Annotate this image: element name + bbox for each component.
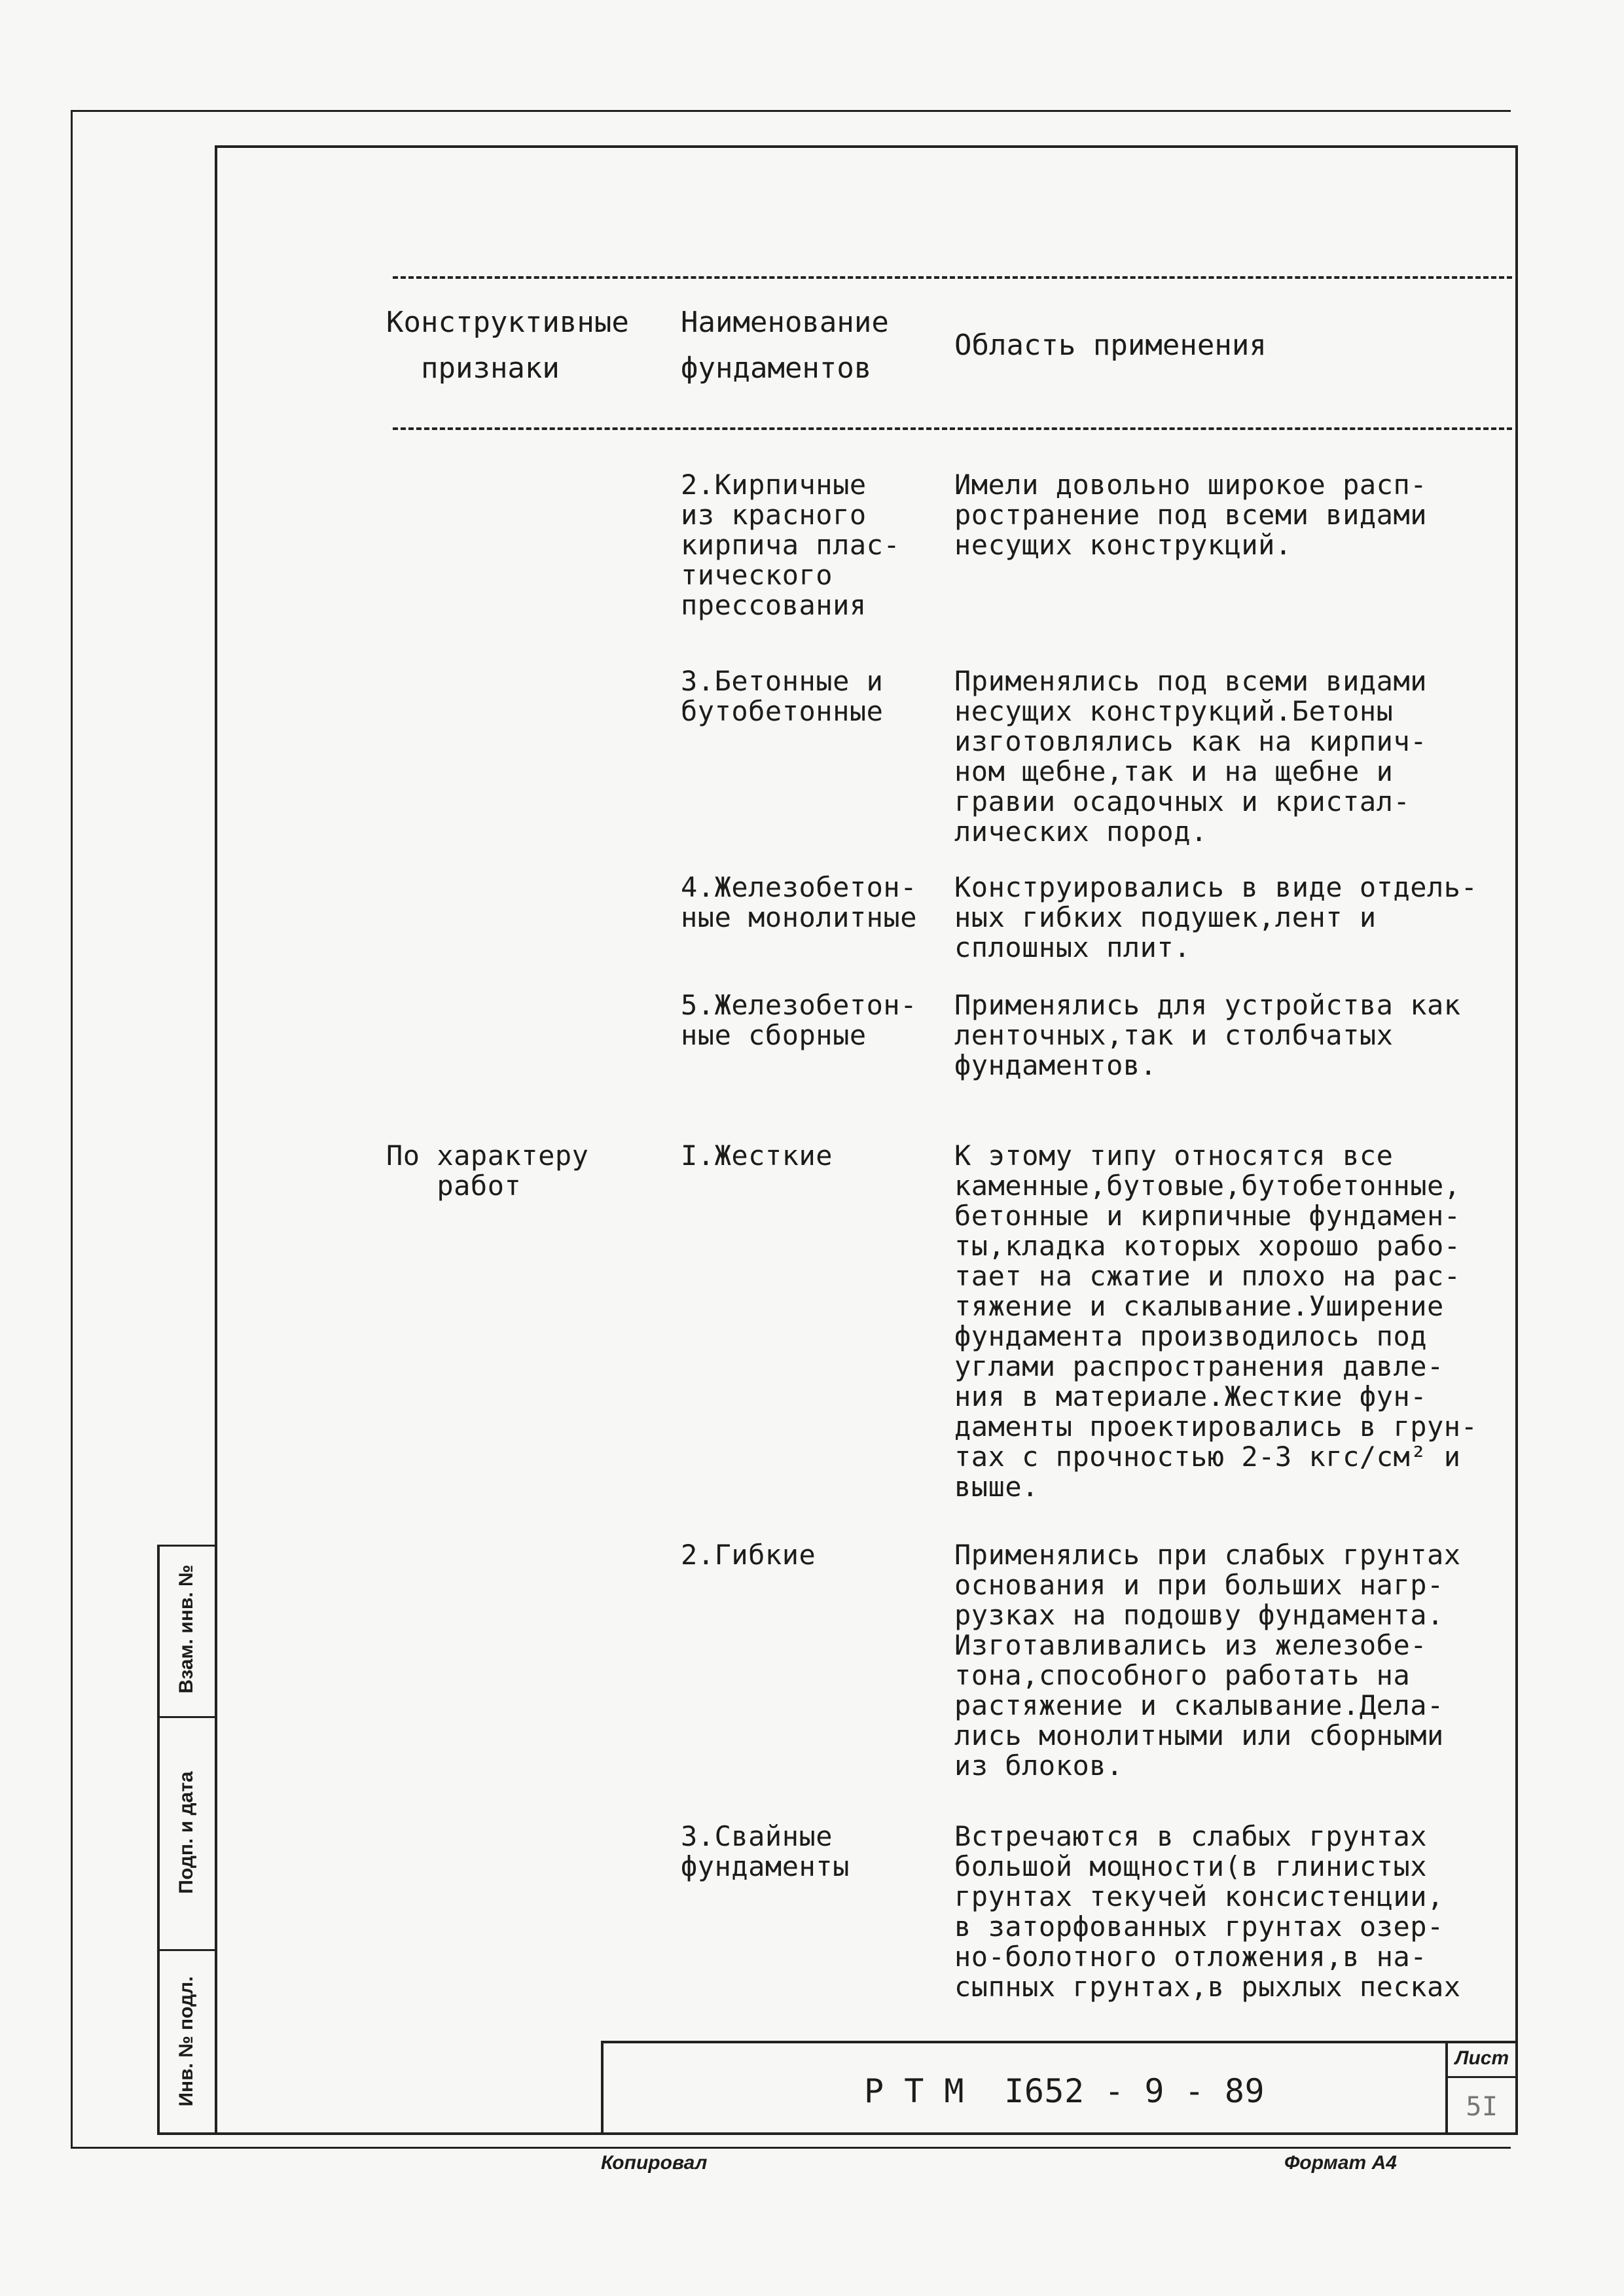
row-flexible-name: 2.Гибкие (681, 1539, 816, 1571)
row-brick-name: 2.Кирпичные из красного кирпича плас- тического прессования (681, 469, 901, 621)
side-stamp-vzam-inv: Взам. инв. № (175, 1564, 197, 1694)
frame-top (215, 145, 1517, 148)
row-rigid-name: I.Жесткие (681, 1139, 833, 1172)
stamp-sheet-number: 5I (1466, 2092, 1498, 2122)
side-stamp-top (157, 1545, 216, 1547)
row-rc-monolithic-name: 4.Железобетон- ные монолитные (681, 871, 918, 933)
stamp-sheet-hline (1445, 2076, 1517, 2078)
row-rc-precast-area: Применялись для устройства как ленточных,так и столбчатых фундаментов. (954, 989, 1461, 1081)
footer-format: Формат А4 (1284, 2152, 1397, 2174)
outer-border-left (71, 110, 73, 2147)
stamp-left (601, 2041, 604, 2134)
frame-bottom (157, 2132, 1518, 2135)
row-by-nature-sign: По характеру работ (386, 1139, 589, 1202)
row-flexible-area: Применялись при слабых грунтах основания и при больших нагр- рузках на подошву фундамента. Изготавливались из железобе- тона,способного работать на растяжение и скалывание.Дела- лись монолитными или сборными из блоков. (954, 1539, 1461, 1782)
outer-border-bottom (71, 2147, 1511, 2149)
row-rc-monolithic-area: Конструировались в виде отдель- ных гибких подушек,лент и сплошных плит. (954, 871, 1478, 963)
header-application-area: Область применения (954, 329, 1267, 362)
row-pile-area: Встречаются в слабых грунтах большой мощности(в глинистых грунтах текучей консистенции, в заторфованных грунтах озер- но-болотного отложения,в на- сыпных грунтах,в рыхлых песках (954, 1820, 1461, 2003)
side-stamp-div1 (157, 1716, 216, 1718)
row-brick-area: Имели довольно широкое расп- ространение под всеми видами несущих конструкций. (954, 469, 1428, 561)
row-concrete-name: 3.Бетонные и бутобетонные (681, 665, 884, 727)
row-concrete-area: Применялись под всеми видами несущих конструкций.Бетоны изготовлялись как на кирпич- ном щебне,так и на щебне и гравии осадочных и кристал- лических пород. (954, 665, 1428, 848)
row-rc-precast-name: 5.Железобетон- ные сборные (681, 989, 918, 1051)
side-stamp-inv-podl: Инв. № подл. (175, 1976, 197, 2107)
stamp-document-code: Р Т М I652 - 9 - 89 (864, 2072, 1265, 2110)
header-foundation-name: Наименование фундаментов (681, 306, 889, 385)
row-pile-name: 3.Свайные фундаменты (681, 1820, 850, 1882)
frame-right (1515, 145, 1518, 2135)
footer-copied: Копировал (601, 2152, 708, 2174)
frame-left (215, 145, 217, 2135)
outer-border-top (71, 110, 1511, 112)
side-stamp-div2 (157, 1949, 216, 1951)
side-stamp-podp-data: Подп. и дата (175, 1771, 197, 1894)
table-header-rule (393, 427, 1512, 430)
row-rigid-area: К этому типу относятся все каменные,бутовые,бутобетонные, бетонные и кирпичные фундамен- ты,кладка которых хорошо рабо- тает на сжатие и плохо на рас- тяжение и скалывание.Уширение фундамента производилось под углами распространения давле- ния в материале.Жесткие фун- даменты проектировались в грун- тах с прочностью 2-3 кгс/см² и выше. (954, 1139, 1478, 1503)
table-top-rule (393, 276, 1512, 279)
stamp-sheet-label: Лист (1454, 2047, 1509, 2069)
side-stamp-left (157, 1545, 160, 2134)
stamp-top (601, 2041, 1517, 2043)
header-construction-signs: Конструктивные признаки (386, 306, 629, 385)
